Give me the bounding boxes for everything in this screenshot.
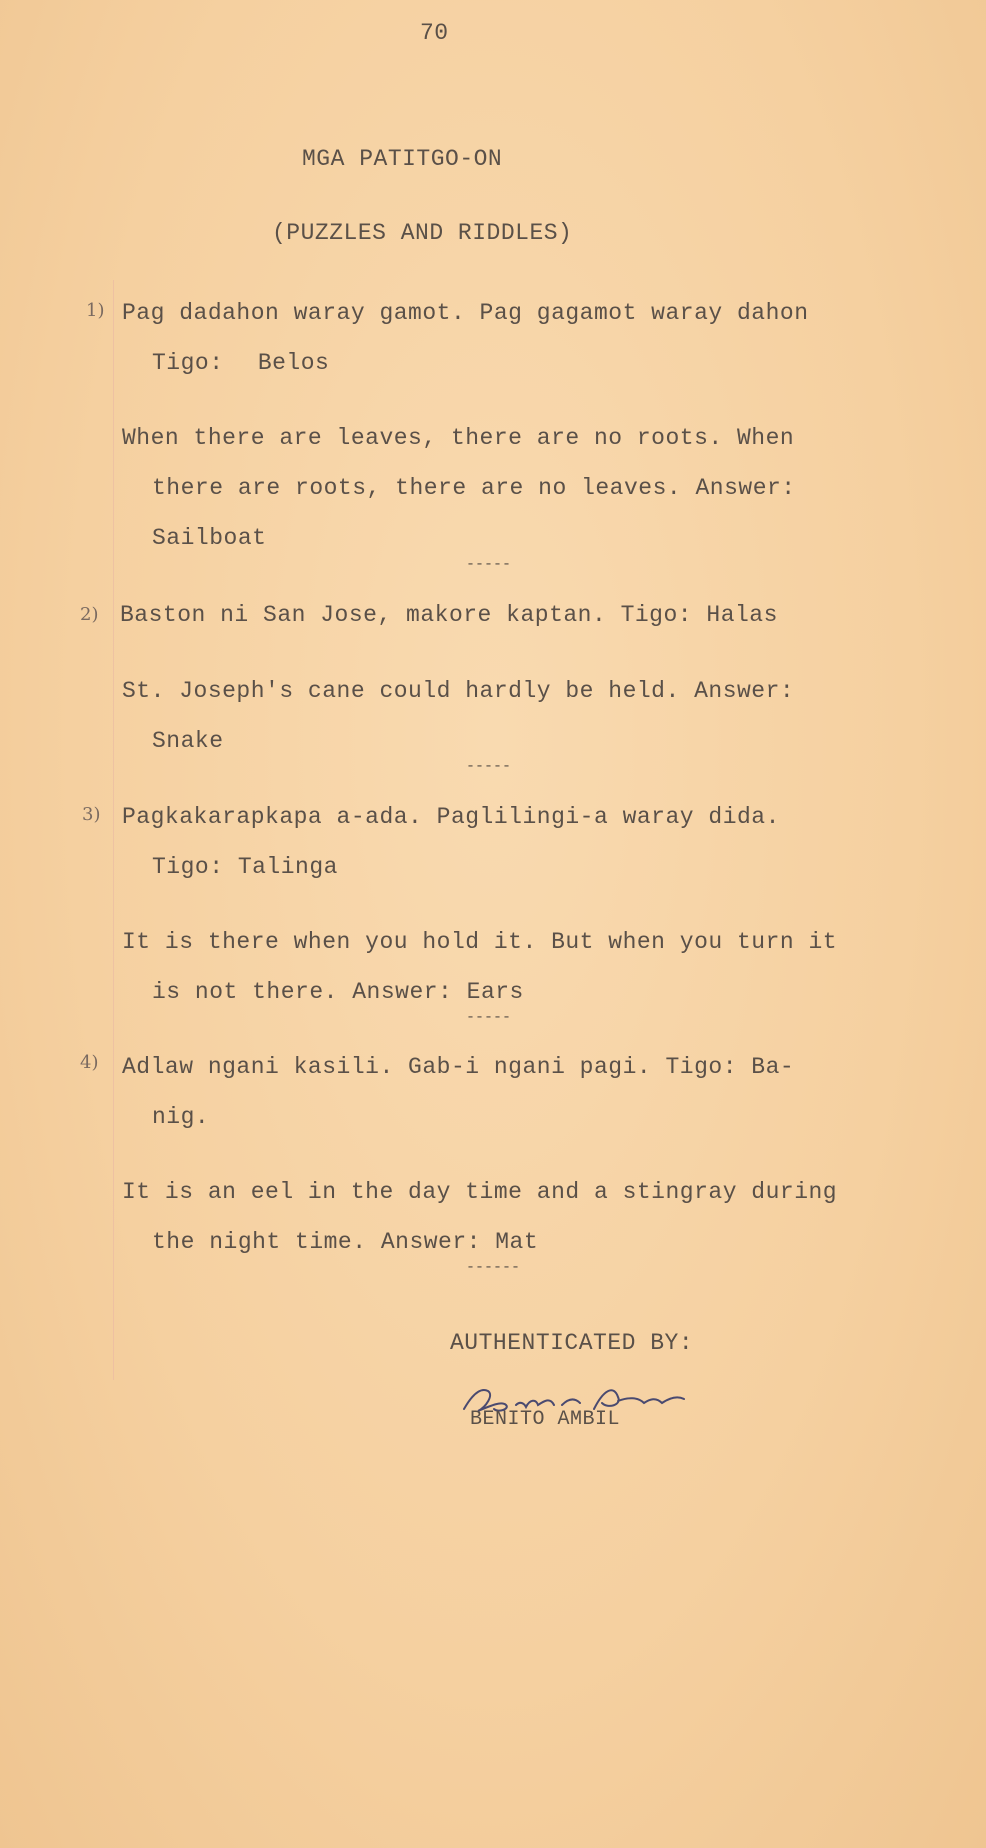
riddle-4-english-1: It is an eel in the day time and a stingray during [122,1179,838,1205]
riddle-4-separator: ------ [466,1259,521,1276]
riddle-2-marker: 2) [80,604,99,625]
margin-rule [113,280,114,1380]
riddle-4-native-1: Adlaw ngani kasili. Gab-i ngani pagi. Tigo: Ba- [122,1054,795,1080]
authenticated-by-label: AUTHENTICATED BY: [450,1330,694,1356]
riddle-4-marker: 4) [80,1052,99,1073]
riddle-4-native-2: nig. [152,1104,210,1130]
riddle-2-native: Baston ni San Jose, makore kaptan. Tigo: Halas [120,602,778,628]
riddle-3-english-1: It is there when you hold it. But when you turn it [122,929,838,955]
riddle-1-tigo-label: Tigo: [152,350,224,376]
riddle-1-native: Pag dadahon waray gamot. Pag gagamot waray dahon [122,300,809,326]
riddle-1-english-3: Sailboat [152,525,267,551]
page-subtitle: (PUZZLES AND RIDDLES) [272,220,573,246]
riddle-1-english-2: there are roots, there are no leaves. Answer: [152,475,796,501]
page-title: MGA PATITGO-ON [302,146,503,172]
riddle-3-english-2: is not there. Answer: Ears [152,979,524,1005]
riddle-3-marker: 3) [82,804,101,825]
riddle-3-separator: ----- [466,1009,512,1026]
page-number: 70 [420,20,449,46]
riddle-1-separator: ----- [466,556,512,573]
riddle-1-marker: 1) [86,300,105,321]
riddle-2-english-2: Snake [152,728,224,754]
riddle-3-native-1: Pagkakarapkapa a-ada. Paglilingi-a waray dida. [122,804,780,830]
riddle-1-english-1: When there are leaves, there are no roots. When [122,425,795,451]
authenticator-name: BENITO AMBIL [470,1408,621,1431]
riddle-1-tigo-answer: Belos [257,350,330,376]
riddle-3-native-2: Tigo: Talinga [152,854,338,880]
riddle-2-separator: ----- [466,758,512,775]
riddle-2-english-1: St. Joseph's cane could hardly be held. Answer: [122,678,795,704]
riddle-4-english-2: the night time. Answer: Mat [152,1229,539,1255]
riddle-1-tigo [152,350,329,376]
